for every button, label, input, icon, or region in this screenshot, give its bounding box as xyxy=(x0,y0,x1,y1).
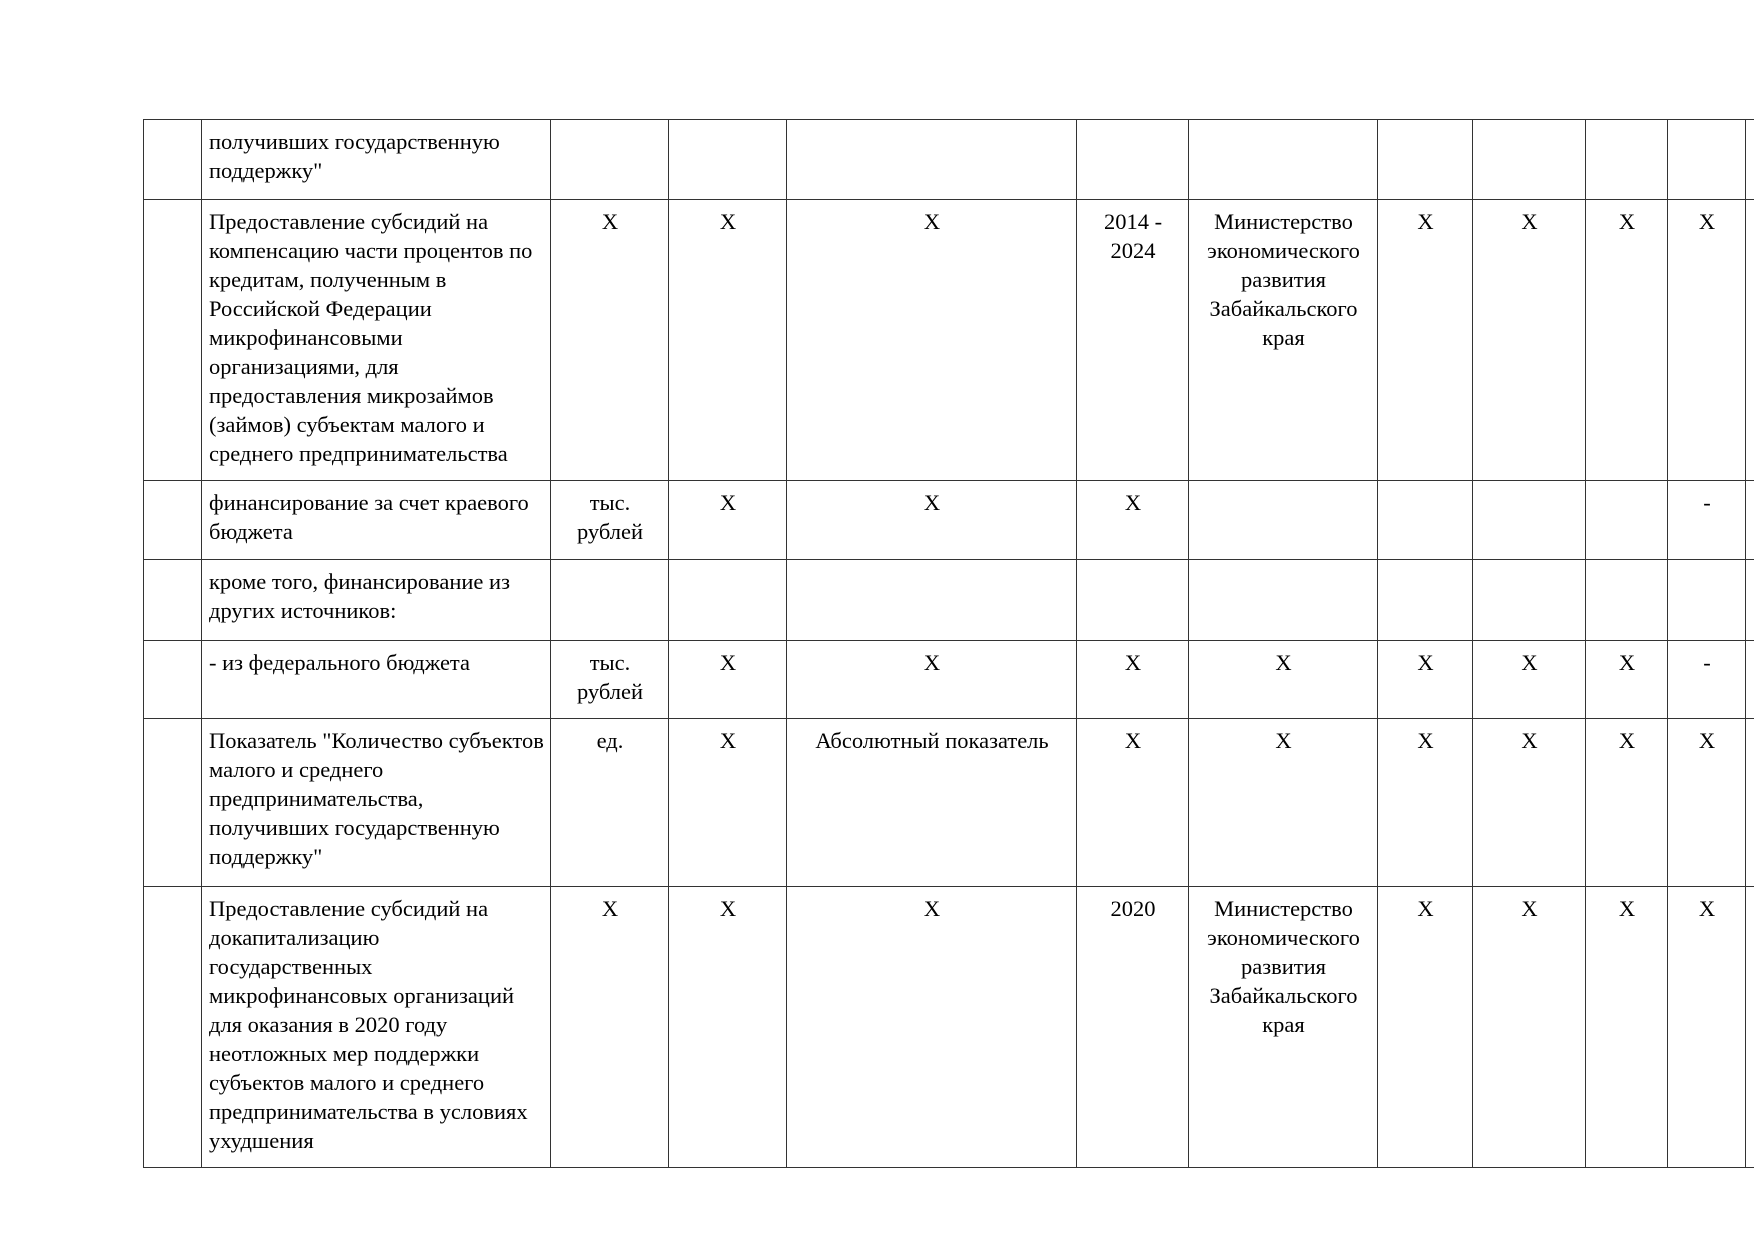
cell-value-col-10 xyxy=(1586,120,1668,200)
cell-value-col-9: X xyxy=(1473,887,1586,1168)
cell-value-col-9: X xyxy=(1473,641,1586,719)
cell-value-col-3: X xyxy=(669,481,787,560)
cell-value-col-3: X xyxy=(669,887,787,1168)
cell-row-number xyxy=(144,719,202,887)
cell-executor xyxy=(1189,481,1378,560)
cell-executor xyxy=(1189,120,1378,200)
cell-value-col-12 xyxy=(1746,887,1754,1168)
cell-row-number xyxy=(144,481,202,560)
cell-executor: Министерство экономического развития Забайкальского края xyxy=(1189,200,1378,481)
cell-value-col-9 xyxy=(1473,481,1586,560)
cell-description: получивших государственную поддержку" xyxy=(202,120,551,200)
cell-indicator-method xyxy=(787,560,1077,641)
cell-row-number xyxy=(144,887,202,1168)
cell-value-col-10: X xyxy=(1586,719,1668,887)
cell-period: 2014 - 2024 xyxy=(1077,200,1189,481)
cell-value-col-11: - xyxy=(1668,641,1746,719)
cell-value-col-9: X xyxy=(1473,719,1586,887)
table-row xyxy=(144,719,1754,887)
cell-value-col-3: X xyxy=(669,719,787,887)
cell-value-col-10 xyxy=(1586,481,1668,560)
cell-period xyxy=(1077,120,1189,200)
cell-executor: X xyxy=(1189,719,1378,887)
cell-value-col-11: X xyxy=(1668,200,1746,481)
cell-value-col-11 xyxy=(1668,560,1746,641)
cell-value-col-8: X xyxy=(1378,887,1473,1168)
cell-indicator-method xyxy=(787,120,1077,200)
cell-value-col-12 xyxy=(1746,560,1754,641)
table-row xyxy=(144,641,1754,719)
cell-value-col-12 xyxy=(1746,641,1754,719)
cell-value-col-8: X xyxy=(1378,719,1473,887)
cell-value-col-12 xyxy=(1746,200,1754,481)
cell-value-col-11: X xyxy=(1668,719,1746,887)
cell-value-col-8 xyxy=(1378,481,1473,560)
cell-period: X xyxy=(1077,719,1189,887)
cell-indicator-method: X xyxy=(787,887,1077,1168)
cell-period xyxy=(1077,560,1189,641)
cell-unit: X xyxy=(551,887,669,1168)
table-row xyxy=(144,120,1754,200)
cell-indicator-method: X xyxy=(787,641,1077,719)
cell-period: X xyxy=(1077,481,1189,560)
cell-unit: ед. xyxy=(551,719,669,887)
cell-row-number xyxy=(144,120,202,200)
cell-row-number xyxy=(144,641,202,719)
table-row xyxy=(144,560,1754,641)
cell-value-col-8 xyxy=(1378,560,1473,641)
cell-indicator-method: Абсолютный показатель xyxy=(787,719,1077,887)
cell-executor xyxy=(1189,560,1378,641)
program-table xyxy=(143,119,1754,1168)
cell-value-col-12 xyxy=(1746,719,1754,887)
cell-value-col-11: - xyxy=(1668,481,1746,560)
cell-value-col-3: X xyxy=(669,641,787,719)
cell-unit xyxy=(551,120,669,200)
cell-value-col-8: X xyxy=(1378,200,1473,481)
cell-value-col-11 xyxy=(1668,120,1746,200)
table-row xyxy=(144,481,1754,560)
cell-row-number xyxy=(144,560,202,641)
cell-value-col-11: X xyxy=(1668,887,1746,1168)
cell-value-col-9: X xyxy=(1473,200,1586,481)
cell-period: 2020 xyxy=(1077,887,1189,1168)
cell-description: - из федерального бюджета xyxy=(202,641,551,719)
cell-value-col-10: X xyxy=(1586,200,1668,481)
cell-unit: X xyxy=(551,200,669,481)
cell-unit: тыс. рублей xyxy=(551,641,669,719)
cell-value-col-3 xyxy=(669,120,787,200)
cell-indicator-method: X xyxy=(787,200,1077,481)
cell-unit xyxy=(551,560,669,641)
cell-value-col-3 xyxy=(669,560,787,641)
cell-value-col-12 xyxy=(1746,120,1754,200)
cell-value-col-8: X xyxy=(1378,641,1473,719)
cell-row-number xyxy=(144,200,202,481)
cell-value-col-9 xyxy=(1473,120,1586,200)
cell-value-col-10: X xyxy=(1586,641,1668,719)
cell-value-col-10: X xyxy=(1586,887,1668,1168)
cell-description: Предоставление субсидий на компенсацию части процентов по кредитам, полученным в Российской Федерации микрофинансовыми организациями, для предоставления микрозаймов (займов) субъектам малого и среднего предпринимательства xyxy=(202,200,551,481)
cell-value-col-3: X xyxy=(669,200,787,481)
cell-description: финансирование за счет краевого бюджета xyxy=(202,481,551,560)
cell-value-col-8 xyxy=(1378,120,1473,200)
cell-executor: X xyxy=(1189,641,1378,719)
cell-description: Предоставление субсидий на докапитализацию государственных микрофинансовых организаций для оказания в 2020 году неотложных мер поддержки субъектов малого и среднего предпринимательства в условиях ухудшения xyxy=(202,887,551,1168)
cell-value-col-10 xyxy=(1586,560,1668,641)
cell-indicator-method: X xyxy=(787,481,1077,560)
cell-description: Показатель "Количество субъектов малого и среднего предпринимательства, получивших государственную поддержку" xyxy=(202,719,551,887)
cell-description: кроме того, финансирование из других источников: xyxy=(202,560,551,641)
cell-period: X xyxy=(1077,641,1189,719)
cell-unit: тыс. рублей xyxy=(551,481,669,560)
table-row xyxy=(144,887,1754,1168)
table-row xyxy=(144,200,1754,481)
cell-value-col-9 xyxy=(1473,560,1586,641)
cell-value-col-12 xyxy=(1746,481,1754,560)
cell-executor: Министерство экономического развития Забайкальского края xyxy=(1189,887,1378,1168)
